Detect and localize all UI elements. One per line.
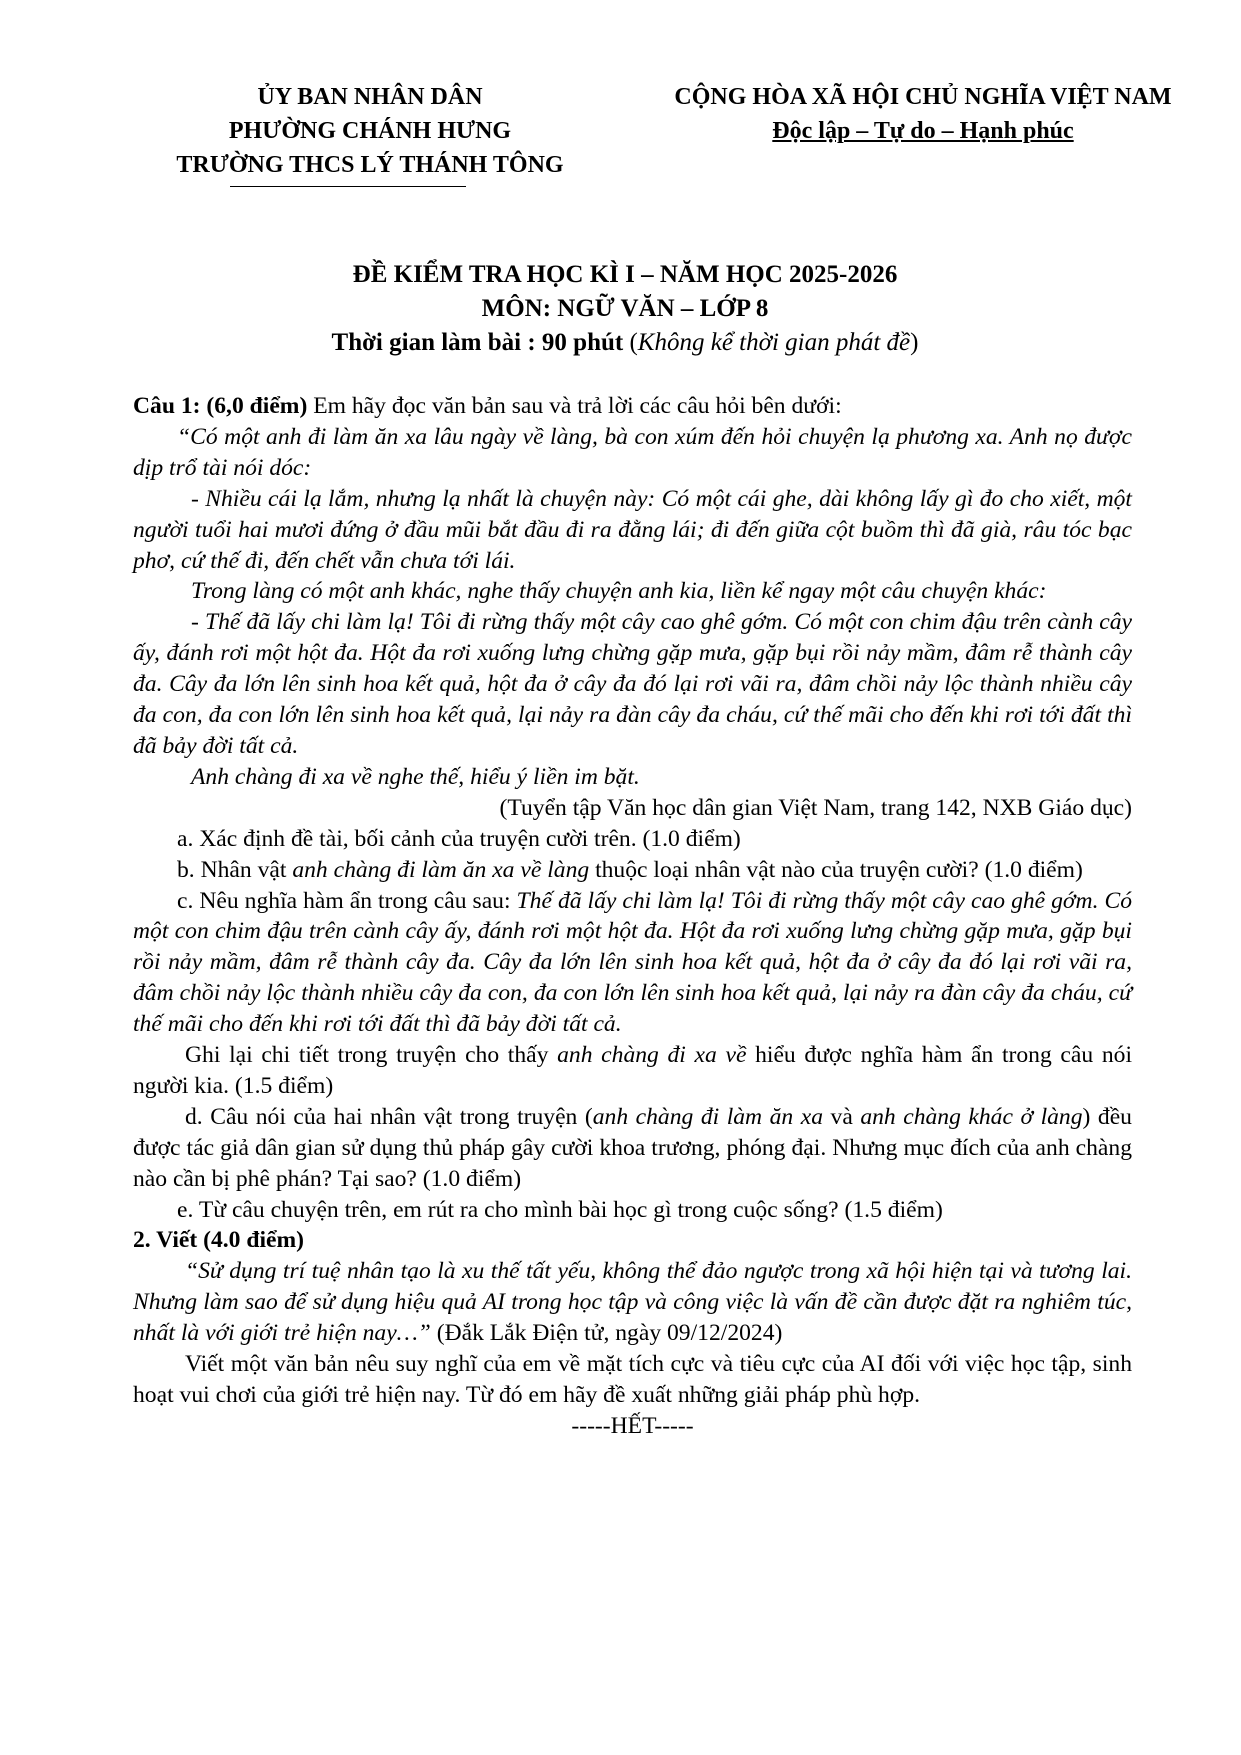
q2-task: Viết một văn bản nêu suy nghĩ của em về mặt tích cực và tiêu cực của AI đối với việc học tập, sinh hoạt vui chơi của giới trẻ hiện nay. Từ đó em hãy đề xuất những giải pháp phù hợp. bbox=[133, 1351, 1132, 1408]
passage-paragraph-5: Anh chàng đi xa về nghe thế, hiểu ý liền im bặt. bbox=[191, 763, 640, 790]
q1-instruction: Em hãy đọc văn bản sau và trả lời các câu hỏi bên dưới: bbox=[307, 393, 842, 419]
exam-time bbox=[130, 326, 1120, 360]
authority-line-1: ỦY BAN NHÂN DÂN bbox=[257, 84, 483, 110]
exam-title bbox=[130, 258, 1120, 360]
question-c bbox=[133, 886, 1132, 1041]
question-c2-rest: hiểu được nghĩa hàm ẩn trong câu nói người kia. (1.5 điểm) bbox=[133, 1042, 1132, 1099]
question-d-text: d. Câu nói của hai nhân vật trong truyện ( bbox=[185, 1103, 593, 1130]
header-divider bbox=[230, 186, 466, 187]
question-c-text: c. Nêu nghĩa hàm ẩn trong câu sau: bbox=[177, 887, 517, 914]
q1-heading bbox=[133, 391, 1132, 422]
passage-paragraph-1: “Có một anh đi làm ăn xa lâu ngày về làng, bà con xúm đến hỏi chuyện lạ phương xa. Anh nọ được dịp trổ tài nói dóc: bbox=[133, 423, 1132, 481]
q2-label: 2. Viết (4.0 điểm) bbox=[133, 1227, 305, 1254]
passage-paragraph-4: - Thế đã lấy chi làm lạ! Tôi đi rừng thấy một cây cao ghê gớm. Có một con chim đậu trên cành cây ấy, đánh rơi một hột đa. Hột đa rơi xuống lưng chừng gặp mưa, gặp bụi rồi nảy mầm, đâm rễ thành cây đa. Cây đa lớn lên sinh hoa kết quả, hột đa ở cây đa đó lại rơi vãi ra, đâm chồi nảy lộc thành nhiều cây đa con, đa con lớn lên sinh hoa kết quả, lại nảy ra đàn cây đa cháu, cứ thế mãi cho đến khi rơi tới đất thì đã bảy đời tất cả. bbox=[133, 609, 1132, 759]
paren-open: ( bbox=[623, 329, 638, 356]
question-b-character: anh chàng đi làm ăn xa về làng bbox=[292, 856, 590, 883]
q2-quote bbox=[133, 1256, 1132, 1349]
passage-paragraph-2: - Nhiều cái lạ lắm, nhưng lạ nhất là chuyện này: Có một cái ghe, dài không lấy gì đo cho xiết, một người tuổi hai mươi đứng ở đầu mũi bắt đầu đi ra đằng lái; đi đến giữa cột buồm thì đã già, râu tóc bạc phơ, cứ thế đi, đến chết vẫn chưa tới lái. bbox=[133, 485, 1132, 574]
question-b bbox=[133, 855, 1132, 886]
question-c-quote: Thế đã lấy chi làm lạ! Tôi đi rừng thấy một cây cao ghê gớm. Có một con chim đậu trên cành cây ấy, đánh rơi một hột đa. Hột đa rơi xuống lưng chừng gặp mưa, gặp bụi rồi nảy mầm, đâm rễ thành cây đa. Cây đa lớn lên sinh hoa kết quả, hột đa ở cây đa đó lại rơi vãi ra, đâm chồi nảy lộc thành nhiều cây đa con, đa con lớn lên sinh hoa kết quả, lại nảy ra đàn cây đa cháu, cứ thế mãi cho đến khi rơi tới đất thì đã bảy đời tất cả. bbox=[133, 887, 1132, 1038]
question-d-and: và bbox=[823, 1103, 861, 1130]
question-d-rest: ) đều được tác giả dân gian sử dụng thủ pháp gây cười khoa trương, phóng đại. Nhưng mục đích của anh chàng nào cần bị phê phán? Tại sao? (1.0 điểm) bbox=[133, 1103, 1132, 1192]
exam-time-label: Thời gian làm bài : 90 phút bbox=[331, 329, 624, 356]
issuing-authority bbox=[150, 80, 590, 182]
question-c2-character: anh chàng đi xa về bbox=[557, 1042, 747, 1069]
question-d bbox=[133, 1102, 1132, 1195]
q2-quote-text: “Sử dụng trí tuệ nhân tạo là xu thế tất yếu, không thể đảo ngược trong xã hội hiện tại và tương lai. Nhưng làm sao để sử dụng hiệu quả AI trong học tập và công việc là vấn đề cần được đặt ra nghiêm túc, nhất là với giới trẻ hiện nay…” bbox=[133, 1258, 1132, 1347]
question-a: a. Xác định đề tài, bối cảnh của truyện cười trên. (1.0 điểm) bbox=[177, 825, 741, 852]
question-b-text: b. Nhân vật bbox=[177, 856, 293, 883]
question-d-character-1: anh chàng đi làm ăn xa bbox=[592, 1103, 823, 1130]
q1-label: Câu 1: (6,0 điểm) bbox=[133, 393, 308, 419]
exam-title-line-1: ĐỀ KIỂM TRA HỌC KÌ I – NĂM HỌC 2025-2026 bbox=[352, 261, 898, 288]
national-header bbox=[628, 80, 1218, 148]
q2-quote-source: (Đắk Lắk Điện tử, ngày 09/12/2024) bbox=[430, 1320, 783, 1347]
question-e: e. Từ câu chuyện trên, em rút ra cho mình bài học gì trong cuộc sống? (1.5 điểm) bbox=[177, 1196, 943, 1223]
question-c-part-2 bbox=[133, 1040, 1132, 1102]
exam-subject: MÔN: NGỮ VĂN – LỚP 8 bbox=[481, 295, 769, 322]
national-motto: Độc lập – Tự do – Hạnh phúc bbox=[772, 118, 1074, 144]
question-d-character-2: anh chàng khác ở làng bbox=[860, 1103, 1083, 1130]
school-name: TRƯỜNG THCS LÝ THÁNH TÔNG bbox=[176, 152, 564, 178]
paren-close: ) bbox=[910, 329, 919, 356]
national-title: CỘNG HÒA XÃ HỘI CHỦ NGHĨA VIỆT NAM bbox=[674, 84, 1172, 110]
end-mark: -----HẾT----- bbox=[571, 1412, 694, 1439]
question-b-rest: thuộc loại nhân vật nào của truyện cười? (1.0 điểm) bbox=[589, 856, 1083, 883]
authority-line-2: PHƯỜNG CHÁNH HƯNG bbox=[228, 118, 512, 144]
exam-body bbox=[133, 391, 1132, 1442]
exam-time-note: Không kể thời gian phát đề bbox=[637, 329, 911, 356]
passage-paragraph-3: Trong làng có một anh khác, nghe thấy chuyện anh kia, liền kể ngay một câu chuyện khác: bbox=[191, 578, 1047, 605]
passage-source: (Tuyển tập Văn học dân gian Việt Nam, trang 142, NXB Giáo dục) bbox=[499, 794, 1132, 821]
question-c2-text: Ghi lại chi tiết trong truyện cho thấy bbox=[185, 1042, 558, 1069]
